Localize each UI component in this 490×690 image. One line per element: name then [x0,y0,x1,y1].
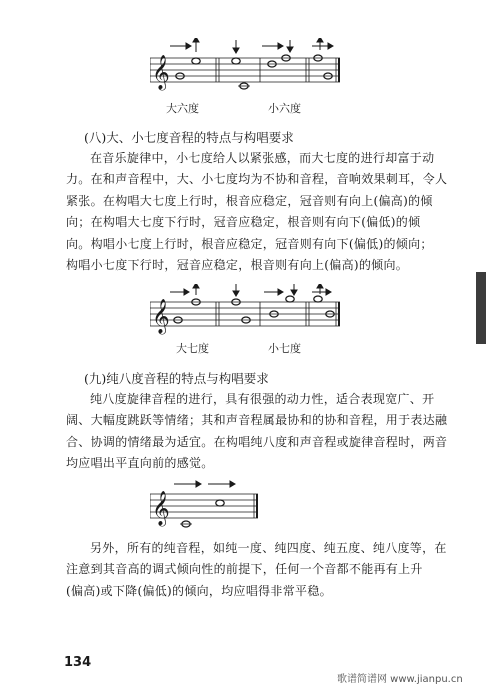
figure2-label-minor-seventh: 小七度 [268,342,301,355]
site-watermark: 歌谱简谱网 www.jianpu.cn [337,674,463,685]
section8-line: 构唱小七度下行时，冠音应稳定，根音则有向上(偏高)的倾向。 [66,258,409,273]
figure1-label-major-sixth: 大六度 [166,102,199,115]
closing-line: (偏高)或下降(偏低)的倾向，均应唱得非常平稳。 [66,583,332,598]
section9-line: 阔、大幅度跳跃等情绪；其和声音程属最协和的协和音程，用于表达融 [66,413,448,428]
section9-line: 合、协调的情绪最为适宜。在构唱纯八度和声音程或旋律音程时，两音 [66,434,448,449]
closing-line: 注意到其音高的调式倾向性的前提下，任何一个音都不能再有上升 [66,562,423,577]
section8-heading: (八)大、小七度音程的特点与构唱要求 [84,130,294,145]
section8-line: 力。在和声音程中，大、小七度均为不协和音程，音响效果刺耳，令人 [66,172,448,187]
section9-line: 纯八度旋律音程的进行，具有很强的动力性，适合表现宽广、开 [90,392,435,406]
section8-paragraph [66,148,447,276]
figure1-label-minor-sixth: 小六度 [268,102,301,115]
music-staff-octave [150,478,270,538]
music-staff-sixths [150,38,350,98]
section8-line: 在音乐旋律中，小七度给人以紧张感，而大七度的进行却富于动 [90,151,435,165]
section9-heading: (九)纯八度音程的特点与构唱要求 [84,371,269,386]
staff-figure-sevenths [150,284,350,344]
staff-figure-sixths [150,38,350,98]
svg-text:𝄞: 𝄞 [152,299,170,334]
section8-line: 紧张。在构唱大七度上行时，根音应稳定，冠音则有向上(偏高)的倾 [66,193,433,208]
scan-edge-mark [476,272,486,344]
section8-line: 向；在构唱大七度下行时，冠音应稳定，根音则有向下(偏低)的倾 [66,215,421,230]
music-staff-sevenths [150,284,350,344]
section9-line: 均应唱出平直向前的感觉。 [66,456,214,471]
svg-text:𝄞: 𝄞 [152,491,170,526]
svg-text:𝄞: 𝄞 [152,55,170,90]
closing-line: 另外，所有的纯音程，如纯一度、纯四度、纯五度、纯八度等，在 [90,541,447,555]
section9-paragraph [66,389,447,475]
figure2-label-major-seventh: 大七度 [176,342,209,355]
staff-figure-octave [150,478,270,538]
closing-paragraph [66,538,447,602]
section8-line: 向。构唱小七度上行时，根音应稳定，冠音则有向下(偏低)的倾向； [66,236,433,251]
page-number: 134 [64,655,92,670]
